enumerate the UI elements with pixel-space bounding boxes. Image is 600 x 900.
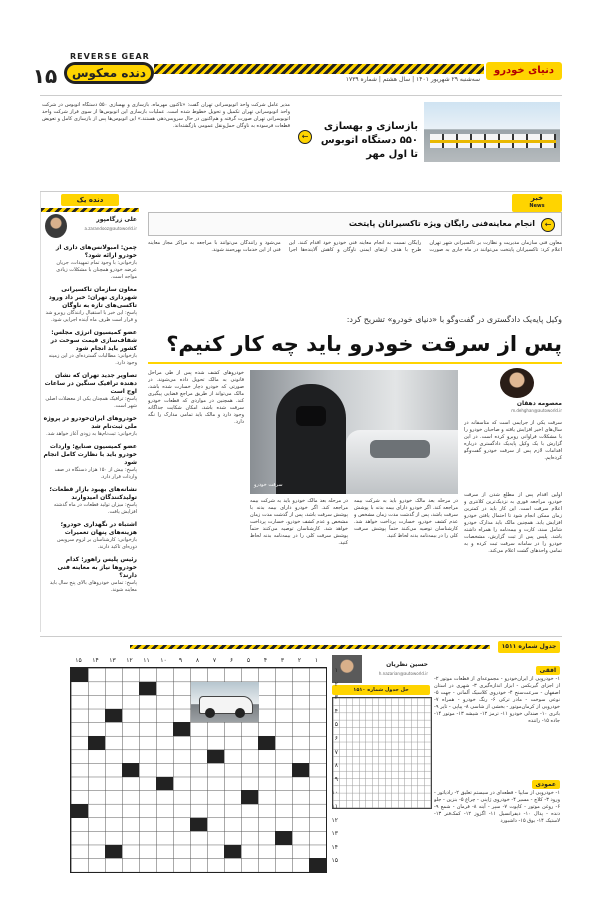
top-story-title: بازسازی و بهسازی ۵۵۰ دستگاه اتوبوس تا اول مهر bbox=[320, 121, 418, 160]
column-number: ۷ bbox=[212, 657, 217, 664]
feature-article bbox=[148, 312, 562, 632]
page-number: ۱۵ bbox=[32, 64, 58, 88]
crossword-section bbox=[40, 636, 562, 877]
news-body: معاون فنی سازمان مدیریت و نظارت بر تاکسیرانی شهر تهران اعلام کرد: تاکسیرانان پایتخت می‌توانند در ماه جاری به صورت رایگان نسبت به انجام معاینه فنی خودرو خود اقدام کنند. این طرح با هدف ارتقای ایمنی ناوگان و کاهش آلاینده‌ها اجرا می‌شود و رانندگان می‌توانند با مراجعه به مراکز مجاز معاینه فنی از این خدمات بهره‌مند شوند. bbox=[148, 240, 562, 253]
row-number: ۳ bbox=[334, 694, 338, 702]
solution-grid bbox=[332, 697, 432, 809]
masthead bbox=[0, 0, 600, 95]
down-clues bbox=[434, 771, 560, 871]
masthead-stripe bbox=[154, 64, 484, 74]
column-number: ۱۱ bbox=[143, 657, 150, 664]
list-item: اشتباه در نگهداری خودرو؛ هزینه‌های پنهان تعمیرات بازخوانی: کارشناسان بر لزوم سرویس دوره‌ای تاکید دارند. bbox=[57, 521, 137, 550]
reporter-photo bbox=[500, 368, 534, 398]
list-item: رئیس پلیس راهور: کدام خودروها نیاز به معاینه فنی دارند؟ پاسخ: تمامی خودروهای بالای پنج سال باید معاینه شوند. bbox=[49, 556, 137, 593]
column-number: ۱ bbox=[314, 657, 319, 664]
top-story-body: مدیر عامل شرکت واحد اتوبوسرانی تهران گفت: «تاکنون مهرماه، بازسازی و بهسازی ۵۵۰ دستگاه اتوبوس در شرکت واحد اتوبوسرانی تهران تکمیل و تحویل خطوط شده است. عملیات بازسازی این اتوبوس‌ها از سوی فراز شرکت واحد اتوبوسرانی تهران صورت گرفته و هم‌اکنون در حال سرویس‌دهی هستند.» این اتوبوس‌ها پس از بازسازی کامل و تعویض قطعات فرسوده به ناوگان حمل‌ونقل عمومی بازگشته‌اند. bbox=[42, 102, 290, 129]
sidebar-author: علی زرگامپور bbox=[96, 216, 137, 223]
row-number: ۷ bbox=[334, 748, 338, 756]
sidebar-stripe bbox=[41, 208, 139, 212]
feature-photo bbox=[250, 370, 458, 494]
crossword-row-numbers bbox=[328, 667, 338, 892]
row-number: ۸ bbox=[334, 762, 338, 770]
down-label: عمودی bbox=[532, 780, 560, 789]
list-item: معاون سازمان تاکسیرانی شهرداری تهران: خبر داد ورود تاکسی‌های تازه به ناوگان پاسخ: این خبر با استقبال رانندگان روبرو شد و قرار است ظرف ماه آینده اجرایی شود. bbox=[45, 286, 137, 323]
crossword-stripe bbox=[130, 645, 490, 649]
reporter-email: m.dehghan@autoworld.ir bbox=[511, 408, 562, 413]
column-number: ۶ bbox=[229, 657, 234, 664]
column-number: ۱۰ bbox=[160, 657, 167, 664]
column-number: ۳ bbox=[280, 657, 285, 664]
sidebar bbox=[40, 192, 139, 632]
crossword-column-numbers bbox=[70, 657, 325, 667]
brand-english: REVERSE GEAR bbox=[70, 52, 150, 61]
column-number: ۱۴ bbox=[92, 657, 99, 664]
crossword-car-photo bbox=[191, 682, 259, 722]
column-number: ۸ bbox=[195, 657, 200, 664]
list-item: نشانه‌های بهبود بازار قطعات؛ تولیدکنندگان امیدوارند پاسخ: میزان تولید قطعات در ماه گذشته افزایش یافت. bbox=[49, 486, 137, 515]
row-number: ۴ bbox=[334, 707, 338, 715]
down-text: ۱- خودرویی از سایپا - قطعه‌ای در سیستم تعلیق ۲- رادیاتور - ورود ۳- کلاچ - مسیر ۴- خودروی ژاپنی - چراغ ۵- بنزین - جلو ۶- روغن موتور - کاپوت ۷- سپر - آینه ۸- فرمان - شمع ۹- دنده - پدال ۱۰- دیفرانسیل ۱۱- اگزوز ۱۲- کمک‌فنر ۱۳- لاستیک ۱۴- بوق ۱۵- داشبورد bbox=[434, 790, 560, 824]
row-number: ۱۰ bbox=[331, 789, 338, 797]
brand-badge bbox=[64, 62, 154, 84]
news-label-text: خبر bbox=[530, 194, 544, 202]
row-number: ۹ bbox=[334, 775, 338, 783]
sidebar-list bbox=[43, 244, 137, 630]
list-item: تصاویر جدید تهران که نشان دهنده ترافیک سنگین در ساعات اوج است پاسخ: ترافیک همچنان یکی از معضلات اصلی شهر است. bbox=[44, 372, 137, 409]
designer-name: حسین نظریان bbox=[386, 661, 428, 668]
arrow-icon: ← bbox=[541, 218, 555, 232]
list-item: عضو کمیسیون صنایع: واردات خودرو باید با نظارت کامل انجام شود پاسخ: بیش از ۱۵۰ هزار دستگاه در صف واردات قرار دارد. bbox=[43, 443, 137, 480]
row-number: ۱۲ bbox=[331, 816, 338, 824]
feature-col-left-bottom: در مرحله بعد مالک خودرو باید به شرکت بیمه مراجعه کند. اگر خودرو دارای بیمه بدنه با پوشش سرقت باشد، پس از گذشت مدت زمان مشخص و عدم کشف خودرو، خسارت پرداخت خواهد شد. کارشناسان توصیه می‌کنند حتماً پوشش سرقت کلی را در بیمه‌نامه بدنه لحاظ کنید. bbox=[250, 498, 348, 546]
photo-caption: سرقت خودرو bbox=[254, 482, 283, 488]
news-headline-box bbox=[148, 212, 562, 236]
news-label-sub: News bbox=[529, 203, 545, 209]
row-number: ۲ bbox=[334, 680, 338, 688]
feature-col-mid: در مرحله بعد مالک خودرو باید به شرکت بیمه مراجعه کند. اگر خودرو دارای بیمه بدنه با پوشش سرقت باشد، پس از گذشت مدت زمان مشخص و عدم کشف خودرو، خسارت پرداخت خواهد شد. کارشناسان توصیه می‌کنند حتماً پوشش سرقت کلی را در بیمه‌نامه بدنه لحاظ کنید. bbox=[354, 498, 458, 539]
paper-logo: دنیای خودرو bbox=[486, 62, 562, 80]
feature-title: پس از سرقت خودرو باید چه کار کنیم؟ bbox=[166, 332, 562, 356]
column-number: ۱۳ bbox=[109, 657, 116, 664]
column-number: ۴ bbox=[263, 657, 268, 664]
brand-persian: دنده معکوس bbox=[71, 66, 147, 80]
reporter-name: معصومه دهقان bbox=[516, 400, 562, 407]
designer-email: h.nazarian@autoworld.ir bbox=[378, 671, 428, 676]
news-title: انجام معاینه‌فنی رایگان ویژه تاکسیرانان پایتخت bbox=[348, 219, 535, 228]
across-label: افقی bbox=[536, 666, 560, 675]
avatar bbox=[45, 214, 67, 238]
crossword-grid[interactable] bbox=[70, 667, 327, 873]
feature-kicker: وکیل پایه‌یک دادگستری در گفت‌وگو با «دنیای خودرو» تشریح کرد: bbox=[346, 315, 562, 324]
sidebar-email: a.zarandooz@autoworld.ir bbox=[84, 226, 137, 231]
date-line: سه‌شنبه ۲۹ شهریور ۱۴۰۱ | سال هشتم | شماره ۱۷۳۹ bbox=[345, 76, 480, 83]
feature-lead: سرقت یکی از جرایمی است که متاسفانه در سال‌های اخیر افزایش یافته و صاحبان خودرو را با مشکلات فراوانی روبرو کرده است. در این گزارش با یک وکیل پایه‌یک دادگستری درباره اقدامات لازم پس از سرقت خودرو گفت‌وگو کرده‌ایم. bbox=[464, 420, 562, 461]
row-number: ۵ bbox=[334, 721, 338, 729]
row-number: ۱ bbox=[334, 667, 338, 674]
row-number: ۱۱ bbox=[331, 802, 338, 810]
list-item: عضو کمیسیون انرژی مجلس: شفاف‌سازی قیمت سوخت در کشور باید انجام شود بازخوانی: مطالبات گسترده‌ای در این زمینه وجود دارد. bbox=[48, 329, 137, 366]
solution-label: حل جدول شماره ۱۵۱۰ bbox=[332, 685, 430, 695]
row-number: ۱۳ bbox=[331, 830, 338, 838]
sidebar-label: دنده یک bbox=[61, 194, 119, 206]
feature-rule bbox=[148, 362, 562, 364]
row-number: ۶ bbox=[334, 734, 338, 742]
column-number: ۵ bbox=[246, 657, 251, 664]
column-number: ۹ bbox=[178, 657, 183, 664]
feature-col-left: خودروهای کشف شده پس از طی مراحل قانونی به مالک تحویل داده می‌شوند. در صورتی که خودرو دچار خسارت شده باشد، مالک می‌تواند از طریق مراجع قضایی پیگیری کند. همچنین در مواردی که قطعات خودرو سرقت شده باشد، امکان شکایت جداگانه وجود دارد و مالک باید تمامی مدارک را نگه دارد. bbox=[148, 370, 244, 425]
top-story bbox=[40, 95, 562, 192]
across-clues bbox=[434, 657, 560, 769]
row-number: ۱۵ bbox=[331, 857, 338, 865]
column-number: ۲ bbox=[297, 657, 302, 664]
column-number: ۱۵ bbox=[75, 657, 82, 664]
list-item: چمن: آمبولانس‌های داری از خودرو ارائه شود؟ بازخوانی: با وجود تمام تمهیدات، جریان عرضه خودرو همچنان با مشکلات زیادی مواجه است. bbox=[55, 244, 137, 280]
list-item: خودروهای ایران‌خودرو در پروژه ملی ثبت‌نام شد بازخوانی: ثبت‌نام‌ها به زودی آغاز خواهد شد. bbox=[43, 415, 137, 437]
news-label bbox=[512, 194, 562, 212]
column-number: ۱۲ bbox=[126, 657, 133, 664]
top-story-photo bbox=[424, 102, 560, 162]
arrow-icon: ← bbox=[298, 130, 312, 144]
crossword-label: جدول شماره ۱۵۱۱ bbox=[498, 641, 560, 653]
across-text: ۱- خودرویی از ایران‌خودرو - مجموعه‌ای از قطعات موتور ۲- از اجزای گیربکس - ابزار اندازه‌گیری ۳- شهری در استان اصفهان - سرعت‌سنج ۴- خودروی کلاسیک آلمانی - جهت ۵- نوعی سوخت - مادر ترکی ۶- رنگ خودرو - همراه ۷- خودرویی از کرمان‌موتور - بخشی از شاسی ۸- پیاپی - تایر ۹- باتری ۱۰- صندلی خودرو ۱۱- ترمز ۱۲- شیشه ۱۳- موتور ۱۴- جاده ۱۵- راننده bbox=[434, 676, 560, 724]
feature-col-right: اولین اقدام پس از مطلع شدن از سرقت خودرو، مراجعه فوری به نزدیک‌ترین کلانتری و اعلام سرقت است. این کار باید در کمترین زمان ممکن انجام شود تا احتمال یافتن خودرو افزایش یابد. همچنین مالک باید مدارک خودرو شامل سند، کارت و بیمه‌نامه را همراه داشته باشد. پلیس پس از ثبت گزارش، مشخصات خودرو را در سامانه سرقت ثبت کرده و به تمامی واحدهای گشت اعلام می‌کند. bbox=[464, 492, 562, 554]
news-section bbox=[148, 192, 562, 310]
row-number: ۱۴ bbox=[331, 843, 338, 851]
